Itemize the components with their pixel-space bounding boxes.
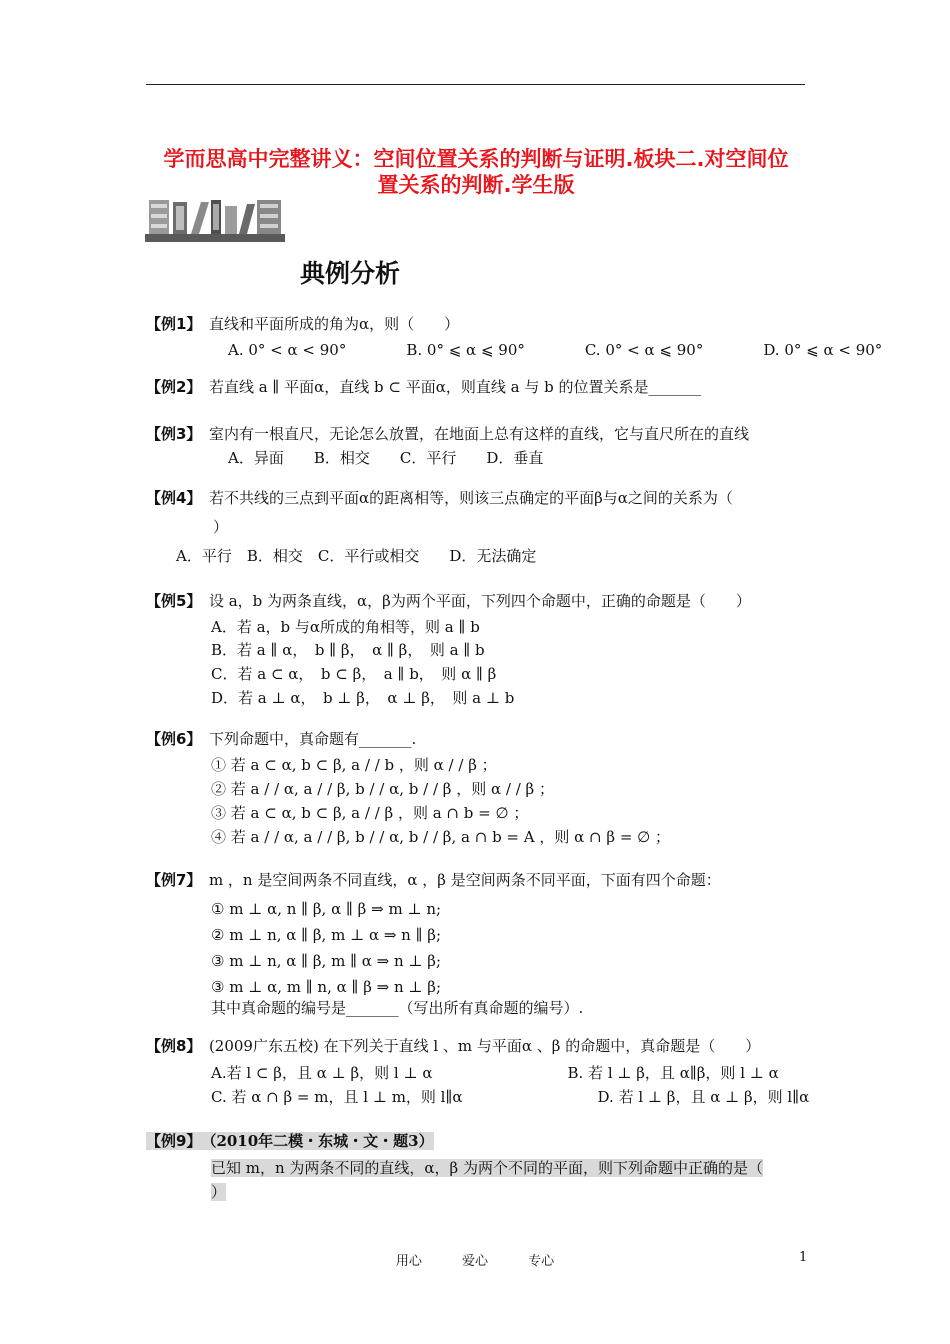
text-line (211, 688, 514, 708)
line-text: A. 0° < α < 90° B. 0° ⩽ α ⩽ 90° C. 0° < α ⩽ 90° D. 0° ⩽ α < 90° (228, 341, 883, 359)
line-text: A．若 a，b 与α所成的角相等，则 a ∥ b (211, 618, 480, 636)
line-text: C．若 a ⊂ α， b ⊂ β， a ∥ b， 则 α ∥ β (211, 665, 497, 683)
document-title (140, 146, 812, 198)
line-text: 若不共线的三点到平面α的距离相等，则该三点确定的平面β与α之间的关系为（ (193, 489, 733, 507)
line-text: ③ m ⊥ n, α ∥ β, m ∥ α ⇒ n ⊥ β; (211, 952, 442, 970)
section-title: 典例分析 (300, 259, 401, 288)
footer-item: 爱心 (461, 1254, 488, 1269)
line-text: 已知 m，n 为两条不同的直线，α，β 为两个不同的平面，则下列命题中正确的是（ (211, 1159, 763, 1177)
line-text: B．若 a ∥ α， b ∥ β， α ∥ β， 则 a ∥ b (211, 641, 485, 659)
text-line (211, 1158, 763, 1178)
text-line (211, 803, 528, 823)
text-line (211, 640, 485, 660)
text-line (211, 899, 441, 919)
text-line (228, 448, 543, 468)
example-heading-line (146, 591, 751, 611)
footer-item: 专心 (528, 1254, 555, 1269)
text-line (211, 998, 583, 1018)
example-heading-line (146, 314, 459, 334)
line-text: （2010年二模・东城・文・题3） (193, 1132, 434, 1150)
line-text: 室内有一根直尺，无论怎么放置，在地面上总有这样的直线，它与直尺所在的直线 (193, 425, 749, 443)
line-text: (2009广东五校) 在下列关于直线 l 、m 与平面α 、β 的命题中，真命题是（ ） (193, 1037, 761, 1055)
example-label: 【例9】 (146, 1132, 194, 1150)
line-text: ① m ⊥ α, n ∥ β, α ∥ β ⇒ m ⊥ n; (211, 900, 442, 918)
line-text: A．异面 B．相交 C．平行 D．垂直 (228, 449, 544, 467)
footer-item: 用心 (395, 1254, 422, 1269)
example-heading-line (146, 488, 733, 508)
text-line (211, 977, 441, 997)
example-label: 【例5】 (146, 592, 194, 610)
page-number: 1 (799, 1250, 808, 1265)
line-text: A．平行 B．相交 C．平行或相交 D．无法确定 (176, 547, 537, 565)
example-label: 【例3】 (146, 425, 194, 443)
example-label: 【例4】 (146, 489, 194, 507)
text-line (211, 951, 441, 971)
text-line (211, 827, 670, 847)
example-heading-line (146, 1131, 434, 1151)
text-line (211, 1063, 779, 1083)
text-line (176, 546, 536, 566)
text-line (213, 517, 228, 537)
example-label: 【例7】 (146, 871, 194, 889)
title-line-1: 学而思高中完整讲义：空间位置关系的判断与证明.板块二.对空间位 (163, 147, 789, 171)
line-text: 下列命题中，真命题有_______. (193, 730, 417, 748)
text-line (211, 925, 441, 945)
line-text: 设 a，b 为两条直线，α，β为两个平面，下列四个命题中，正确的命题是（ ） (193, 592, 751, 610)
line-text: 若直线 a ∥ 平面α，直线 b ⊂ 平面α，则直线 a 与 b 的位置关系是_______ (193, 378, 701, 396)
example-label: 【例6】 (146, 730, 194, 748)
line-text: C. 若 α ∩ β = m，且 l ⊥ m，则 l∥α D. 若 l ⊥ β，且 α ⊥ β，则 l∥α (211, 1088, 810, 1106)
line-text: ④ 若 a / / α, a / / β, b / / α, b / / β, a ∩ b = A ，则 α ∩ β = ∅ ； (211, 828, 670, 846)
example-heading-line (146, 1036, 760, 1056)
text-line (211, 1087, 809, 1107)
example-heading-line (146, 424, 749, 444)
line-text: ③ 若 a ⊂ α, b ⊂ β, a / / β ，则 a ∩ b = ∅ ； (211, 804, 529, 822)
text-line (211, 664, 496, 684)
line-text: 其中真命题的编号是_______（写出所有真命题的编号）. (211, 999, 584, 1017)
line-text: D．若 a ⊥ α， b ⊥ β， α ⊥ β， 则 a ⊥ b (211, 689, 515, 707)
line-text: ② m ⊥ n, α ∥ β, m ⊥ α ⇒ n ∥ β; (211, 926, 442, 944)
text-line (211, 755, 497, 775)
line-text: ） (213, 518, 229, 536)
example-heading-line (146, 729, 416, 749)
text-line (211, 1182, 226, 1202)
line-text: 直线和平面所成的角为α，则（ ） (193, 315, 460, 333)
line-text: A.若 l ⊂ β，且 α ⊥ β，则 l ⊥ α B. 若 l ⊥ β，且 α∥β，则 l ⊥ α (211, 1064, 779, 1082)
line-text: ） (211, 1183, 227, 1201)
example-label: 【例2】 (146, 378, 194, 396)
title-line-2: 置关系的判断.学生版 (377, 173, 575, 197)
line-text: ② 若 a / / α, a / / β, b / / α, b / / β ，则 α / / β ； (211, 780, 555, 798)
example-heading-line (146, 870, 721, 890)
line-text: ③ m ⊥ α, m ∥ n, α ∥ β ⇒ n ⊥ β; (211, 978, 442, 996)
text-line (211, 617, 480, 637)
line-text: ① 若 a ⊂ α, b ⊂ β, a / / b ，则 α / / β ； (211, 756, 497, 774)
header-rule (146, 84, 805, 85)
text-line (228, 340, 882, 360)
text-line (211, 779, 554, 799)
line-text: m ，n 是空间两条不同直线，α ，β 是空间两条不同平面，下面有四个命题： (193, 871, 721, 889)
example-label: 【例8】 (146, 1037, 194, 1055)
page-footer (0, 1250, 950, 1269)
example-heading-line (146, 377, 701, 397)
example-label: 【例1】 (146, 315, 194, 333)
books-banner-image (143, 196, 287, 244)
